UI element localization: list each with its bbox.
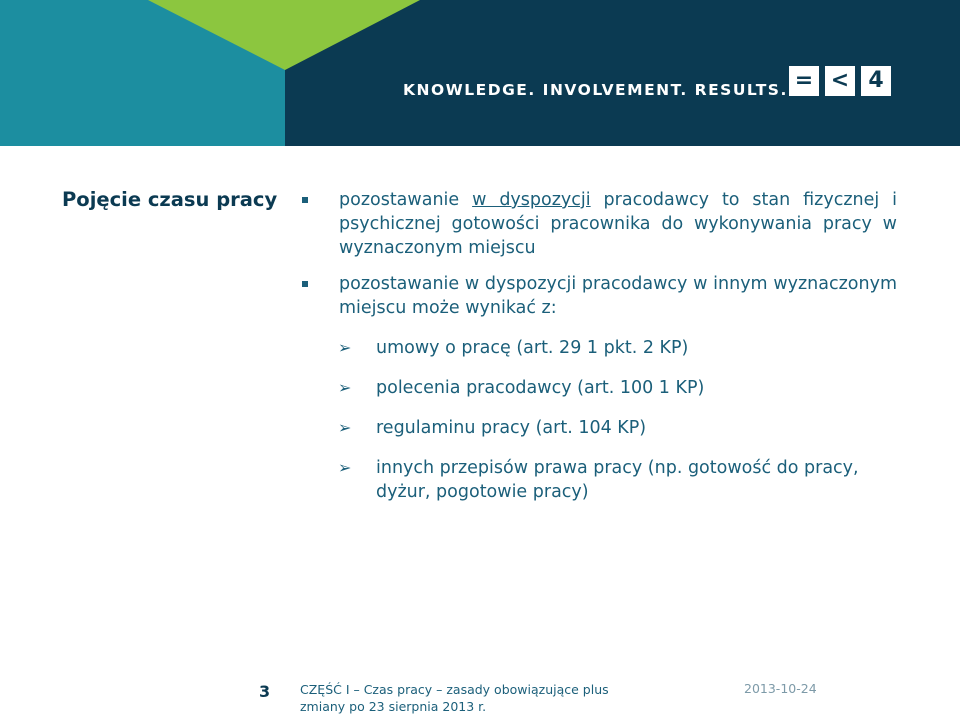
footer-date: 2013-10-24: [744, 681, 817, 696]
sub-item-text: umowy o pracę (art. 29 1 pkt. 2 KP): [376, 338, 689, 358]
slide-header-banner: [0, 0, 960, 146]
sub-list-item: [300, 416, 897, 440]
bullet-item: [300, 272, 897, 320]
logo-less-than-icon: <: [825, 66, 855, 96]
bullet-text-underlined: w dyspozycji: [472, 190, 591, 210]
bullet-text: pozostawanie w dyspozycji pracodawcy w innym wyznaczonym miejscu może wynikać z:: [339, 274, 897, 318]
logo-equals-icon: =: [789, 66, 819, 96]
sub-list-item: [300, 336, 897, 360]
bullet-text-before: pozostawanie: [339, 190, 473, 210]
footer-line-2: zmiany po 23 sierpnia 2013 r.: [300, 699, 487, 714]
sub-item-text: polecenia pracodawcy (art. 100 1 KP): [376, 378, 705, 398]
sub-item-text: regulaminu pracy (art. 104 KP): [376, 418, 647, 438]
arrow-bullet-icon: ➢: [338, 338, 352, 357]
page-number: 3: [259, 682, 271, 701]
square-bullet-icon: [302, 281, 308, 287]
slide-title: Pojęcie czasu pracy: [62, 188, 278, 211]
sub-list-item: [300, 456, 897, 504]
square-bullet-icon: [302, 197, 308, 203]
sub-item-text: innych przepisów prawa pracy (np. gotowość do pracy, dyżur, pogotowie pracy): [376, 458, 859, 502]
bullet-text-after: pracodawcy to stan fizycznej i psychicznej gotowości pracownika do wykonywania pracy w wyznaczonym miejscu: [339, 190, 898, 258]
arrow-bullet-icon: ➢: [338, 418, 352, 437]
footer-caption: [300, 681, 609, 715]
bullet-item: [300, 188, 897, 260]
footer-line-1: CZĘŚĆ I – Czas pracy – zasady obowiązujące plus: [300, 682, 609, 697]
company-tagline: KNOWLEDGE. INVOLVEMENT. RESULTS.: [403, 81, 788, 99]
sub-list-item: [300, 376, 897, 400]
arrow-bullet-icon: ➢: [338, 458, 352, 477]
slide-content: [300, 188, 897, 504]
logo-four-icon: 4: [861, 66, 891, 96]
arrow-bullet-icon: ➢: [338, 378, 352, 397]
